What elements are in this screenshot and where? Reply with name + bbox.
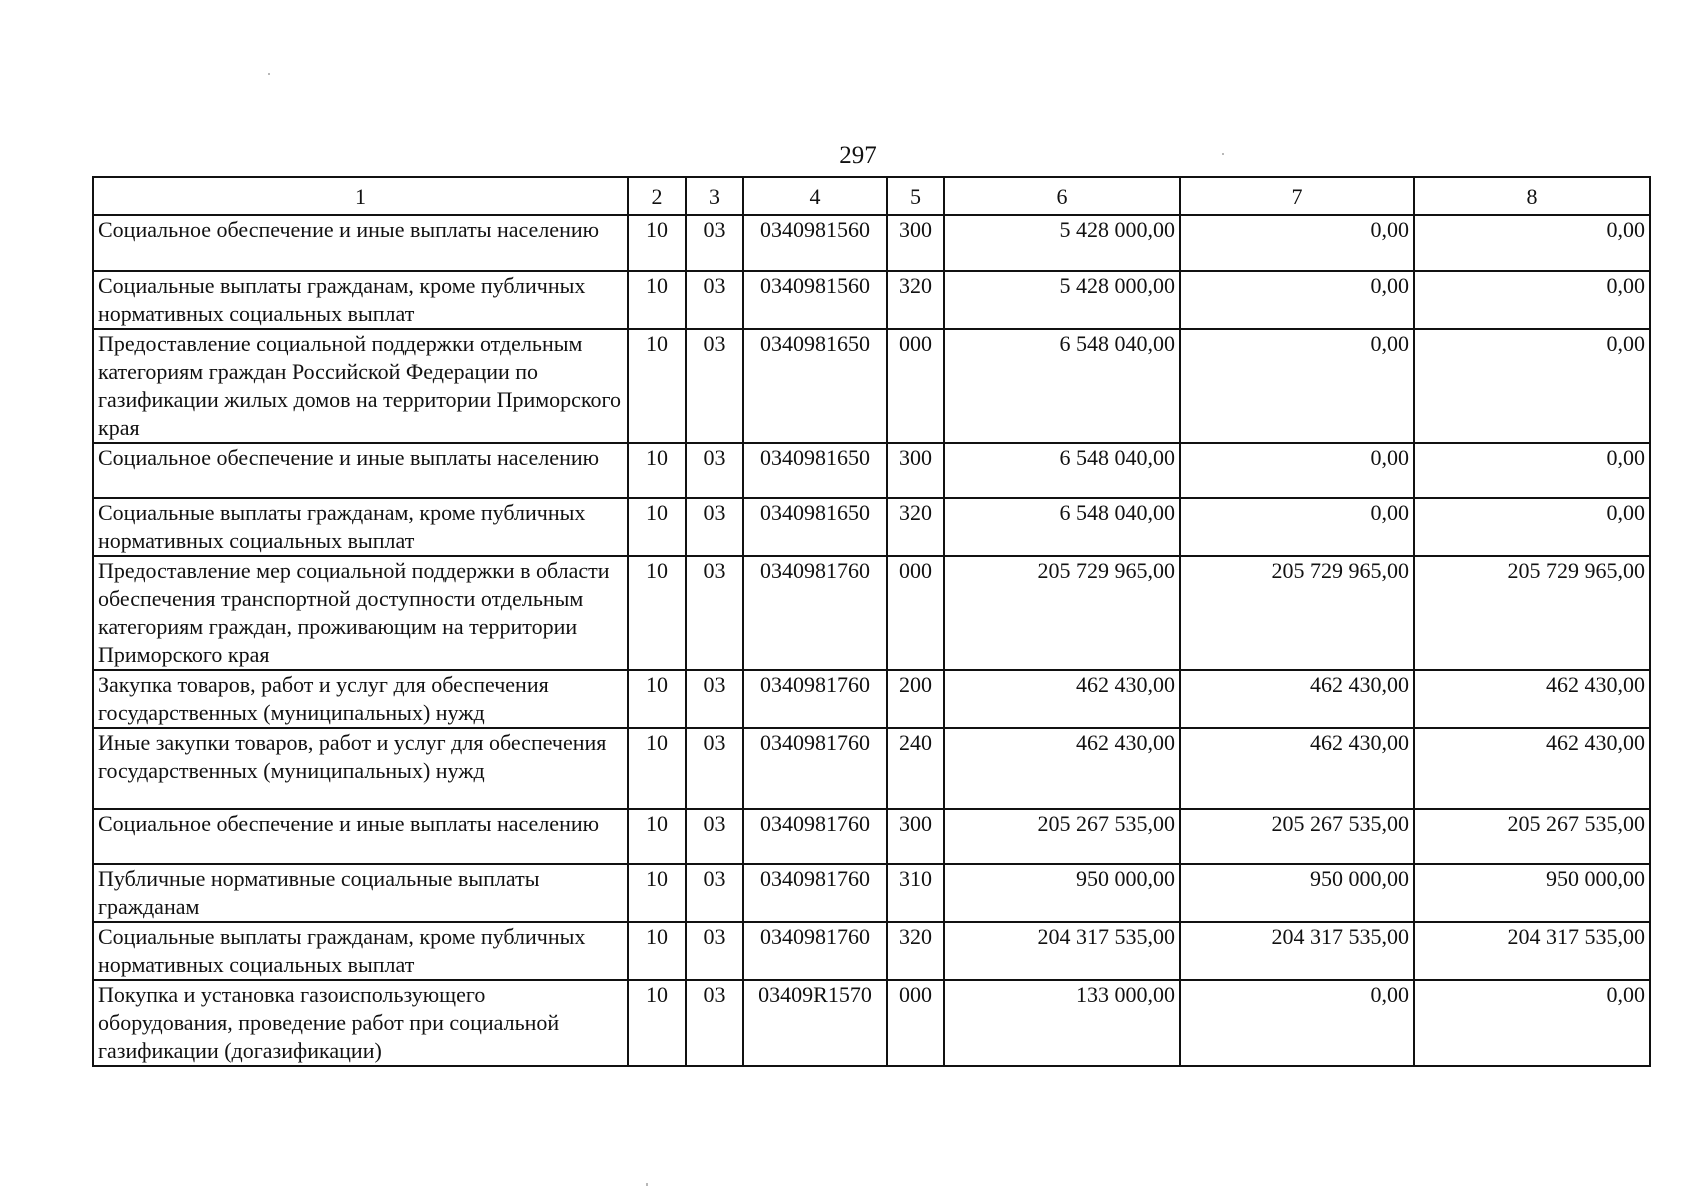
amount-col6-cell: 205 729 965,00 [944,556,1180,670]
subsection-code-cell: 03 [686,728,743,809]
item-name-cell: Социальные выплаты гражданам, кроме публичных нормативных социальных выплат [93,922,628,980]
target-article-code-cell: 0340981760 [743,728,887,809]
amount-col7-cell: 205 267 535,00 [1180,809,1414,864]
amount-col6-cell: 6 548 040,00 [944,443,1180,498]
amount-col8-cell: 205 267 535,00 [1414,809,1650,864]
amount-col6-cell: 950 000,00 [944,864,1180,922]
amount-col8-cell: 950 000,00 [1414,864,1650,922]
section-code-cell: 10 [628,556,686,670]
item-name-cell: Социальное обеспечение и иные выплаты населению [93,443,628,498]
amount-col7-cell: 950 000,00 [1180,864,1414,922]
section-code-cell: 10 [628,498,686,556]
table-row [93,498,1650,556]
amount-col8-cell: 205 729 965,00 [1414,556,1650,670]
section-code-cell: 10 [628,215,686,271]
amount-col6-cell: 205 267 535,00 [944,809,1180,864]
amount-col6-cell: 462 430,00 [944,728,1180,809]
amount-col7-cell: 0,00 [1180,443,1414,498]
target-article-code-cell: 0340981760 [743,556,887,670]
header-cell: 8 [1414,177,1650,215]
table-row [93,670,1650,728]
table-row [93,864,1650,922]
target-article-code-cell: 0340981760 [743,864,887,922]
amount-col8-cell: 0,00 [1414,215,1650,271]
subsection-code-cell: 03 [686,329,743,443]
header-cell: 5 [887,177,944,215]
expense-type-code-cell: 300 [887,443,944,498]
amount-col8-cell: 462 430,00 [1414,728,1650,809]
target-article-code-cell: 0340981560 [743,271,887,329]
expense-type-code-cell: 320 [887,498,944,556]
expense-type-code-cell: 300 [887,809,944,864]
expense-type-code-cell: 320 [887,271,944,329]
item-name-cell: Социальные выплаты гражданам, кроме публичных нормативных социальных выплат [93,271,628,329]
item-name-cell: Социальное обеспечение и иные выплаты населению [93,215,628,271]
subsection-code-cell: 03 [686,922,743,980]
subsection-code-cell: 03 [686,498,743,556]
target-article-code-cell: 0340981650 [743,443,887,498]
expense-type-code-cell: 300 [887,215,944,271]
amount-col7-cell: 0,00 [1180,215,1414,271]
item-name-cell: Социальное обеспечение и иные выплаты населению [93,809,628,864]
scan-speck [646,1183,648,1186]
item-name-cell: Публичные нормативные социальные выплаты гражданам [93,864,628,922]
section-code-cell: 10 [628,443,686,498]
amount-col7-cell: 0,00 [1180,271,1414,329]
section-code-cell: 10 [628,271,686,329]
amount-col7-cell: 0,00 [1180,980,1414,1066]
item-name-cell: Предоставление социальной поддержки отдельным категориям граждан Российской Федерации по газификации жилых домов на территории Приморского края [93,329,628,443]
amount-col7-cell: 204 317 535,00 [1180,922,1414,980]
section-code-cell: 10 [628,864,686,922]
item-name-cell: Предоставление мер социальной поддержки в области обеспечения транспортной доступности отдельным категориям граждан, проживающим на территории Приморского края [93,556,628,670]
amount-col6-cell: 6 548 040,00 [944,498,1180,556]
amount-col6-cell: 133 000,00 [944,980,1180,1066]
expense-type-code-cell: 310 [887,864,944,922]
table-row [93,215,1650,271]
subsection-code-cell: 03 [686,670,743,728]
budget-table [92,176,1651,1067]
amount-col8-cell: 0,00 [1414,329,1650,443]
table-row [93,271,1650,329]
section-code-cell: 10 [628,922,686,980]
expense-type-code-cell: 320 [887,922,944,980]
expense-type-code-cell: 200 [887,670,944,728]
table-row [93,922,1650,980]
subsection-code-cell: 03 [686,864,743,922]
amount-col7-cell: 205 729 965,00 [1180,556,1414,670]
amount-col8-cell: 0,00 [1414,271,1650,329]
table-row [93,809,1650,864]
item-name-cell: Покупка и установка газоиспользующего оборудования, проведение работ при социальной газификации (догазификации) [93,980,628,1066]
amount-col8-cell: 0,00 [1414,980,1650,1066]
expense-type-code-cell: 000 [887,556,944,670]
subsection-code-cell: 03 [686,809,743,864]
header-cell: 4 [743,177,887,215]
target-article-code-cell: 0340981760 [743,922,887,980]
section-code-cell: 10 [628,670,686,728]
amount-col6-cell: 462 430,00 [944,670,1180,728]
table-row [93,329,1650,443]
target-article-code-cell: 0340981650 [743,498,887,556]
header-cell: 6 [944,177,1180,215]
amount-col7-cell: 462 430,00 [1180,670,1414,728]
header-row [93,177,1650,215]
section-code-cell: 10 [628,980,686,1066]
subsection-code-cell: 03 [686,980,743,1066]
header-cell: 2 [628,177,686,215]
header-cell: 3 [686,177,743,215]
target-article-code-cell: 0340981760 [743,809,887,864]
amount-col8-cell: 0,00 [1414,498,1650,556]
section-code-cell: 10 [628,728,686,809]
target-article-code-cell: 0340981650 [743,329,887,443]
target-article-code-cell: 0340981760 [743,670,887,728]
expense-type-code-cell: 000 [887,980,944,1066]
item-name-cell: Социальные выплаты гражданам, кроме публичных нормативных социальных выплат [93,498,628,556]
table-row [93,728,1650,809]
amount-col8-cell: 462 430,00 [1414,670,1650,728]
header-cell: 1 [93,177,628,215]
page-number: 297 [839,142,877,169]
subsection-code-cell: 03 [686,556,743,670]
header-cell: 7 [1180,177,1414,215]
subsection-code-cell: 03 [686,215,743,271]
target-article-code-cell: 0340981560 [743,215,887,271]
section-code-cell: 10 [628,809,686,864]
expense-type-code-cell: 240 [887,728,944,809]
table-row [93,556,1650,670]
amount-col6-cell: 5 428 000,00 [944,215,1180,271]
subsection-code-cell: 03 [686,443,743,498]
item-name-cell: Иные закупки товаров, работ и услуг для обеспечения государственных (муниципальных) нужд [93,728,628,809]
expense-type-code-cell: 000 [887,329,944,443]
scan-speck [268,73,270,75]
subsection-code-cell: 03 [686,271,743,329]
table-body [93,215,1650,1066]
table-row [93,980,1650,1066]
amount-col6-cell: 5 428 000,00 [944,271,1180,329]
section-code-cell: 10 [628,329,686,443]
amount-col8-cell: 0,00 [1414,443,1650,498]
amount-col7-cell: 0,00 [1180,498,1414,556]
amount-col7-cell: 0,00 [1180,329,1414,443]
table-row [93,443,1650,498]
amount-col6-cell: 6 548 040,00 [944,329,1180,443]
amount-col6-cell: 204 317 535,00 [944,922,1180,980]
amount-col7-cell: 462 430,00 [1180,728,1414,809]
amount-col8-cell: 204 317 535,00 [1414,922,1650,980]
item-name-cell: Закупка товаров, работ и услуг для обеспечения государственных (муниципальных) нужд [93,670,628,728]
target-article-code-cell: 03409R1570 [743,980,887,1066]
